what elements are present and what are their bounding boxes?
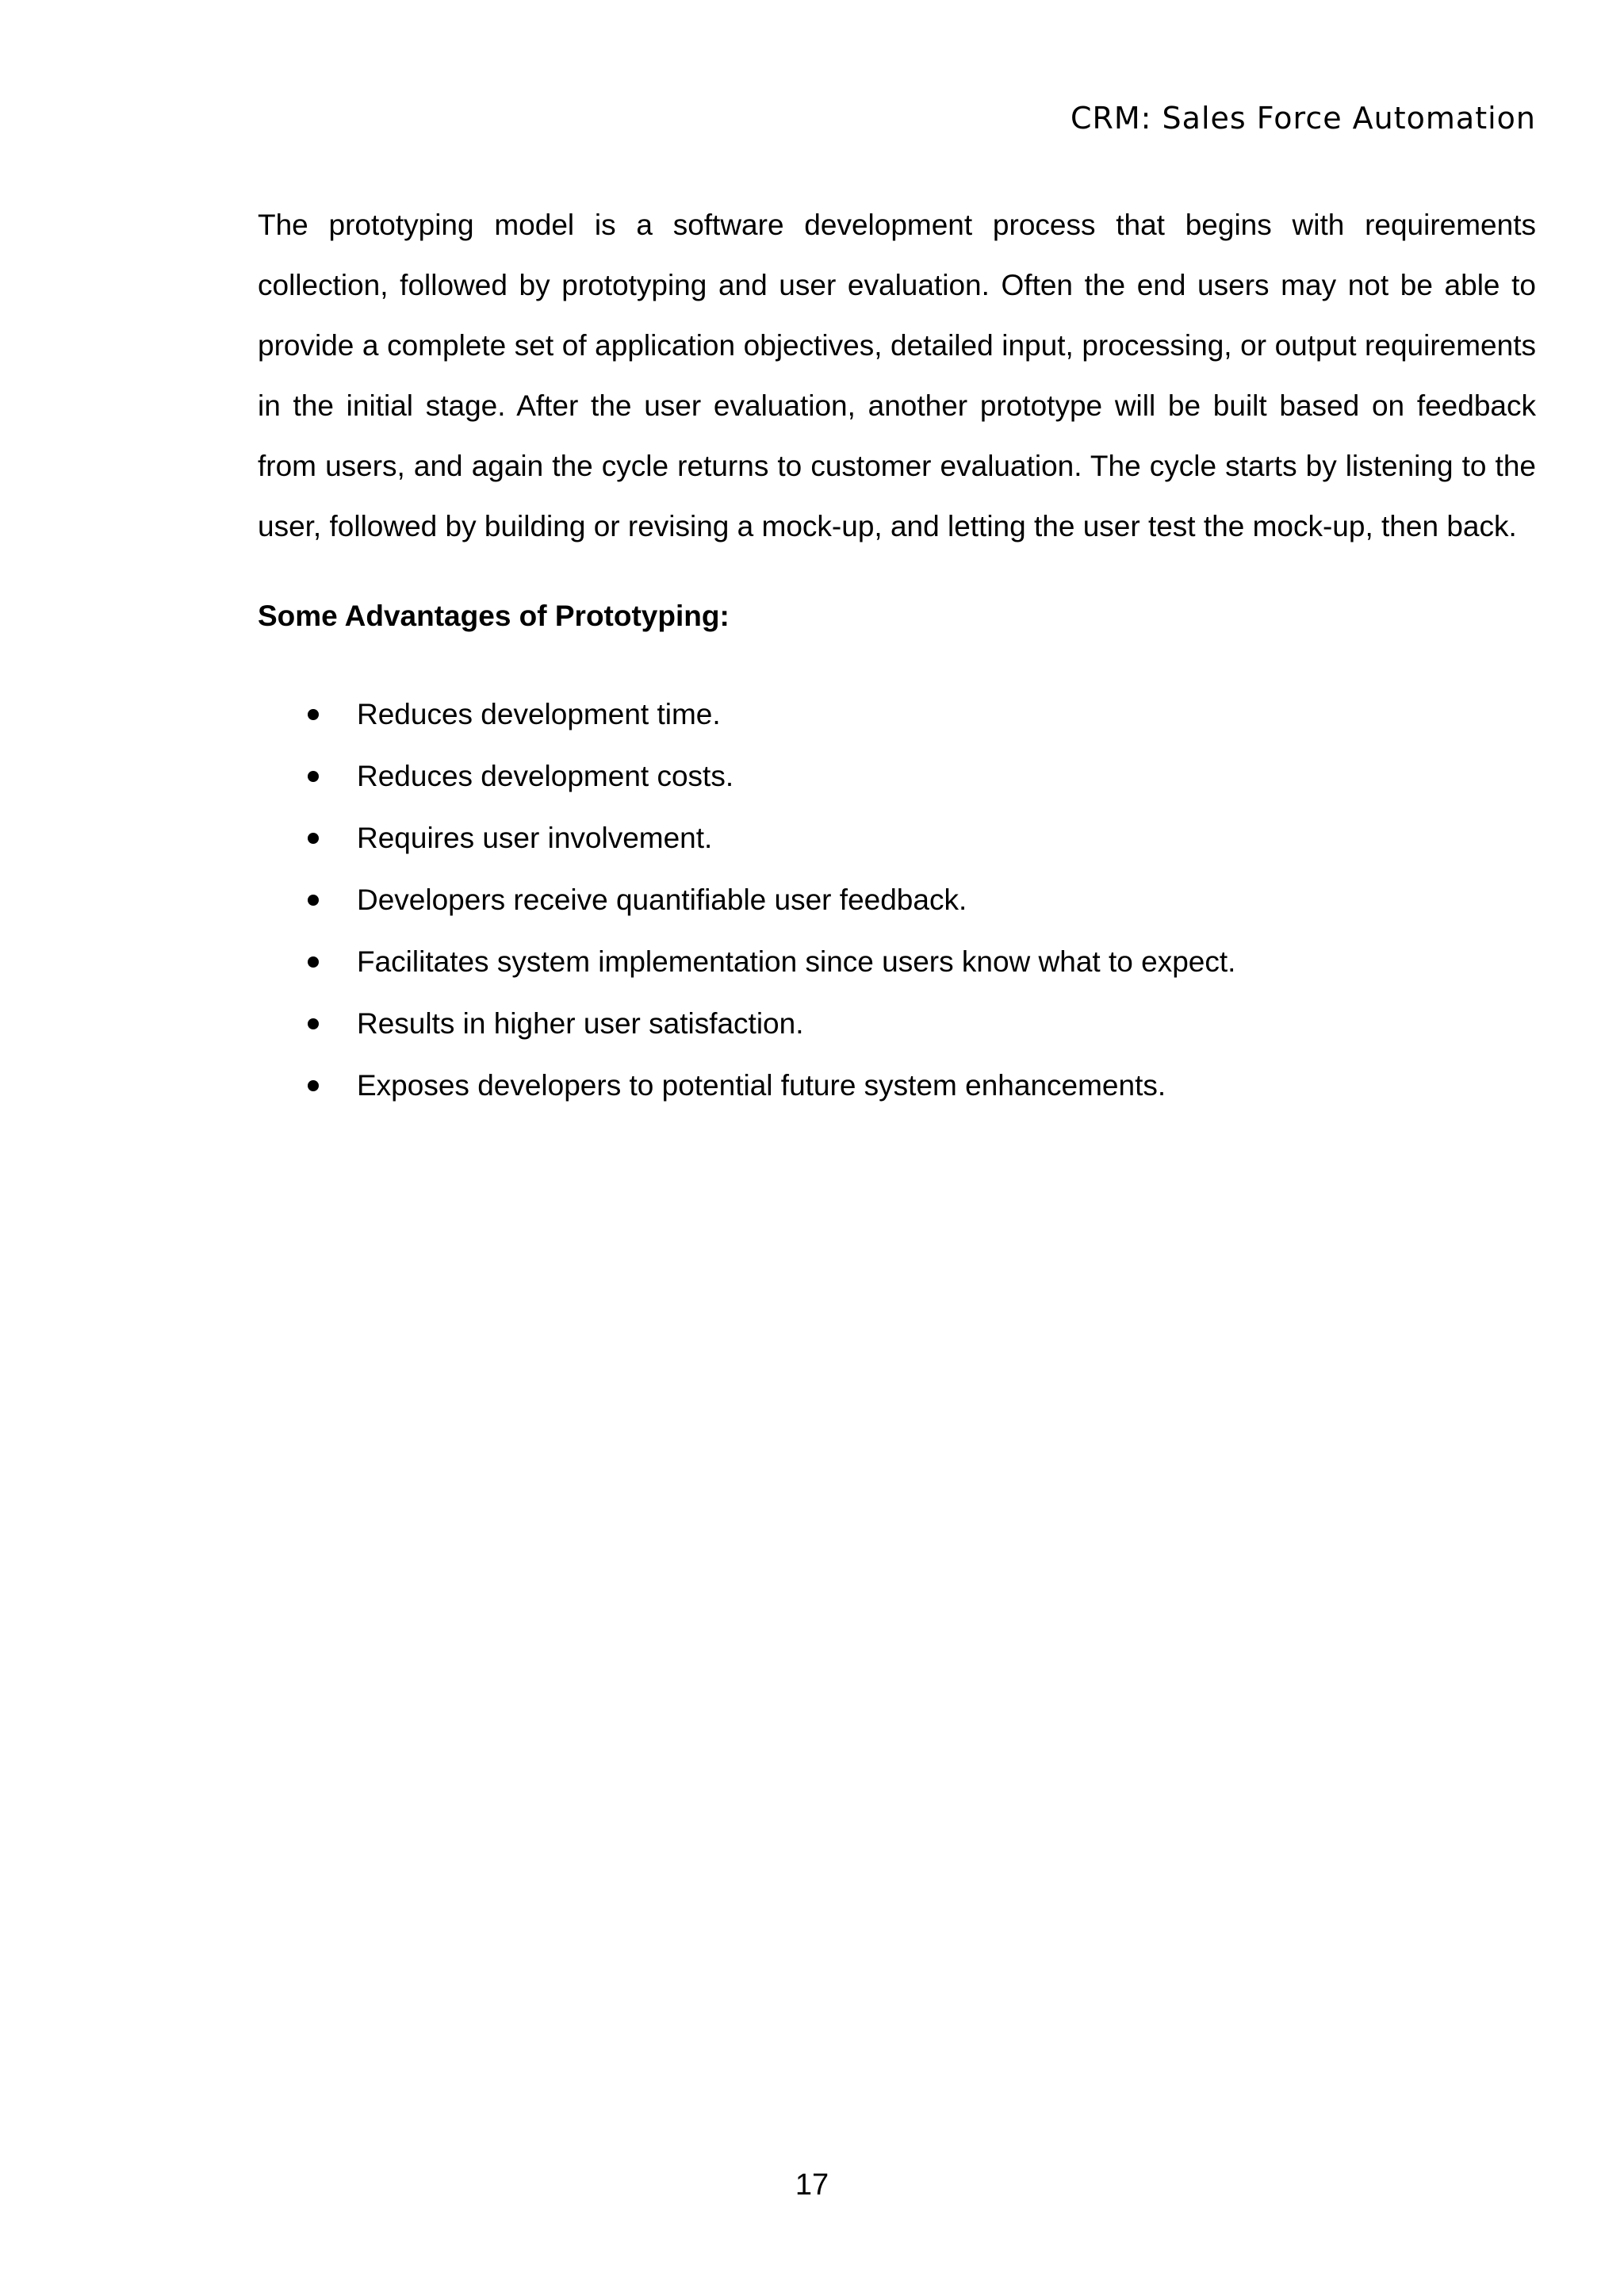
list-item	[258, 746, 1536, 807]
section-heading: Some Advantages of Prototyping:	[258, 600, 730, 632]
bullet-icon	[308, 709, 319, 720]
page-number: 17	[795, 2168, 829, 2202]
list-item	[258, 993, 1536, 1055]
list-item	[258, 869, 1536, 931]
list-item	[258, 1055, 1536, 1117]
bullet-icon	[308, 895, 319, 906]
bullet-icon	[308, 833, 319, 844]
list-item	[258, 807, 1536, 869]
bullet-icon	[308, 956, 319, 968]
list-item-text: Reduces development time.	[357, 698, 721, 730]
bullet-icon	[308, 1018, 319, 1029]
advantages-list	[258, 684, 1536, 1117]
list-item-text: Reduces development costs.	[357, 760, 734, 792]
list-item-text: Requires user involvement.	[357, 822, 713, 854]
bullet-icon	[308, 1080, 319, 1091]
running-header: CRM: Sales Force Automation	[1070, 101, 1536, 136]
list-item-text: Developers receive quantifiable user feedback.	[357, 884, 967, 916]
list-item	[258, 684, 1536, 746]
list-item-text: Facilitates system implementation since users know what to expect.	[357, 945, 1236, 978]
page-content	[258, 195, 1536, 1117]
list-item	[258, 931, 1536, 993]
list-item-text: Results in higher user satisfaction.	[357, 1007, 804, 1040]
list-item-text: Exposes developers to potential future system enhancements.	[357, 1069, 1166, 1102]
intro-paragraph: The prototyping model is a software development process that begins with requirements collection, followed by prototyping and user evaluation. Often the end users may not be able to provide a complete set of application objectives, detailed input, processing, or output requirements in the initial stage. After the user evaluation, another prototype will be built based on feedback from users, and again the cycle returns to customer evaluation. The cycle starts by listening to the user, followed by building or revising a mock-up, and letting the user test the mock-up, then back.	[258, 209, 1536, 542]
bullet-icon	[308, 771, 319, 782]
